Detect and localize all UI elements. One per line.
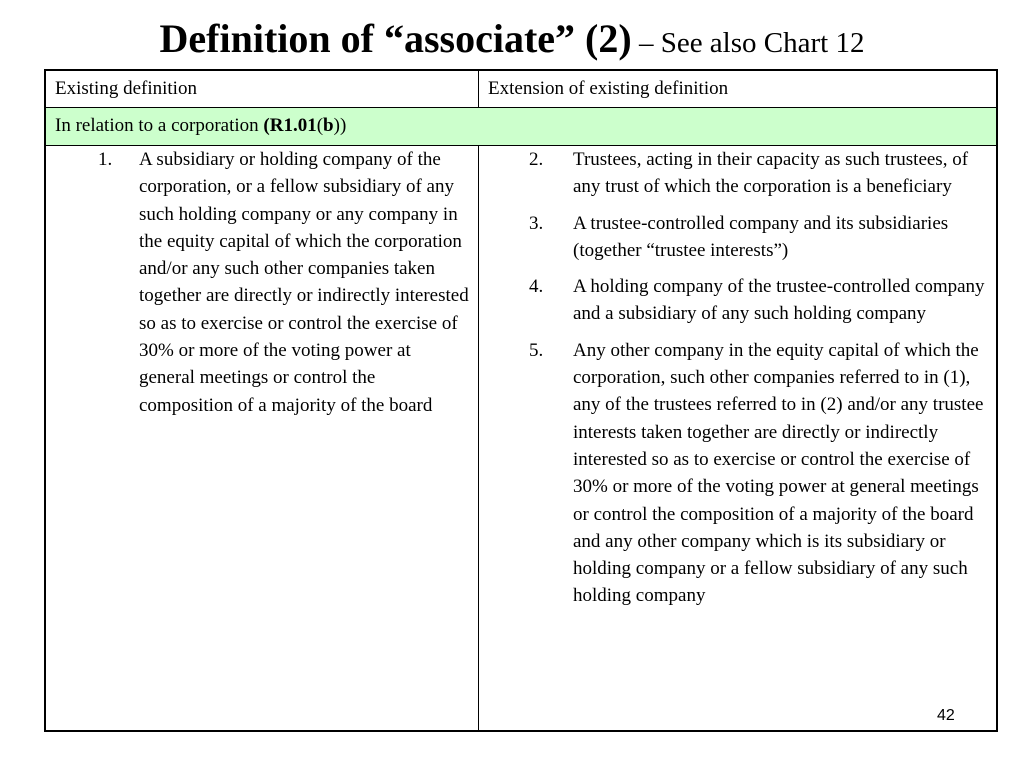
- list-item: [479, 273, 996, 328]
- page-number: 42: [937, 707, 955, 724]
- existing-definition-cell: [46, 146, 479, 730]
- list-item-number: 4.: [529, 276, 544, 298]
- slide-title: [0, 14, 1024, 73]
- list-item-text: Any other company in the equity capital of which the corporation, such other companies referred to in (1), any of the trustees referred to in (2) and/or any trustee interests taken together are directly or indirectly interested so as to exercise or control the exercise of 30% or more of the voting power at general meetings or control the composition of a majority of the board and any other company which is its subsidiary or holding company or a fellow subsidiary of any such holding company: [573, 339, 984, 607]
- section-rule-reference: R1.01: [269, 115, 317, 136]
- list-item-number: 3.: [529, 212, 544, 234]
- section-rule-paren-open: (: [316, 115, 324, 136]
- header-existing-definition: Existing definition: [46, 71, 479, 107]
- section-rule-letter: b: [323, 115, 334, 136]
- list-item: [479, 146, 996, 201]
- list-item-number: 2.: [529, 149, 544, 170]
- definition-table: [44, 69, 998, 732]
- list-item-text: Trustees, acting in their capacity as such trustees, of any trust of which the corporation is a beneficiary: [573, 149, 969, 198]
- list-item-number: 5.: [529, 339, 544, 361]
- list-item: [46, 146, 478, 419]
- table-body-row: [46, 146, 996, 730]
- list-item-text: A holding company of the trustee-controlled company and a subsidiary of any such holding company: [573, 276, 985, 325]
- section-paren-close: )): [333, 115, 347, 136]
- header-extension-definition: Extension of existing definition: [488, 78, 729, 99]
- section-paren-open: (: [263, 115, 270, 136]
- title-subtitle-text: – See also Chart 12: [631, 27, 865, 59]
- list-item: [479, 337, 996, 610]
- list-item-number: 1.: [98, 149, 113, 170]
- extension-definition-cell: [479, 146, 996, 730]
- list-item-text: A trustee-controlled company and its subsidiaries (together “trustee interests”): [573, 212, 949, 261]
- title-main-text: Definition of “associate” (2): [159, 16, 632, 61]
- section-prefix-text: In relation to a corporation: [55, 115, 264, 136]
- list-item-text: A subsidiary or holding company of the corporation, or a fellow subsidiary of any such holding company or any company in the equity capital of which the corporation and/or any such other companies taken together are directly or indirectly interested so as to exercise or control the exercise of 30% or more of the voting power at general meetings or control the composition of a majority of the board: [139, 149, 469, 416]
- list-item: [479, 210, 996, 265]
- table-header-row: [46, 71, 996, 108]
- section-row-corporation: [46, 108, 996, 146]
